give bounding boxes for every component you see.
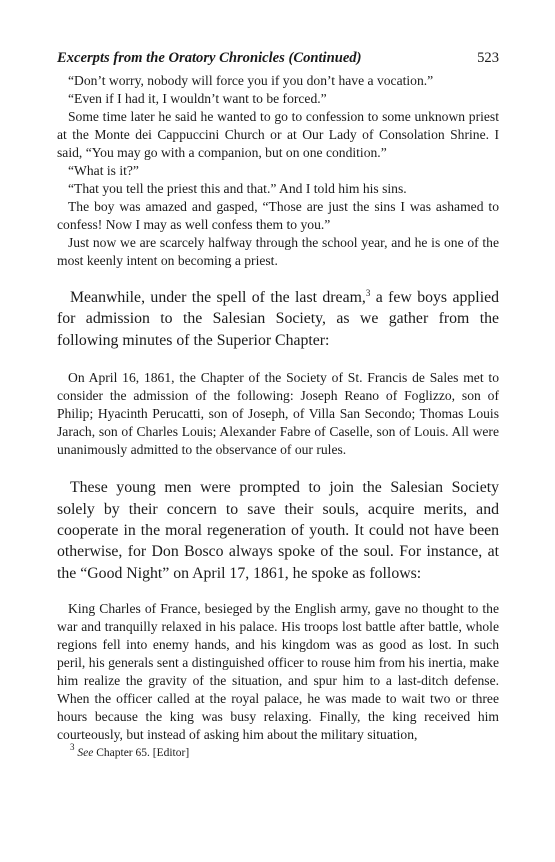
paragraph-meanwhile [57, 287, 499, 351]
chapter-minutes-quote [57, 369, 499, 459]
footnote-text: Chapter 65. [Editor] [93, 747, 190, 760]
dialogue-block [57, 72, 499, 270]
running-header [57, 50, 499, 72]
paragraph: “Even if I had it, I wouldn’t want to be forced.” [68, 91, 327, 106]
running-title: Excerpts from the Oratory Chronicles (Continued) [57, 50, 362, 66]
paragraph: “What is it?” [68, 163, 139, 178]
paragraph-text: a few boys applied for admission to the Salesian Society, as we gather from the following minutes of the Superior Chapter: [57, 289, 499, 349]
paragraph: “Don’t worry, nobody will force you if you don’t have a vocation.” [68, 73, 434, 88]
footnote [57, 742, 499, 761]
paragraph: King Charles of France, besieged by the English army, gave no thought to the war and tranquilly relaxed in his palace. His troops lost battle after battle, whole regions fell into enemy hands, and his kingdom was as good as lost. In such peril, his generals sent a distinguished officer to rouse him from his inertia, make him realize the gravity of the situation, and spur him to a last-ditch defense. When the officer called at the royal palace, he was made to wait two or three hours because the king was busy relaxing. Finally, the king received him courteously, but instead of asking him about the military situation, [57, 601, 499, 743]
page-number: 523 [477, 50, 499, 66]
narrative-block-2 [57, 477, 499, 584]
footnote-see: See [77, 747, 94, 760]
good-night-quote [57, 600, 499, 744]
footnote-reference: 3 [365, 288, 371, 298]
book-page [57, 50, 499, 761]
paragraph: The boy was amazed and gasped, “Those are just the sins I was ashamed to confess! Now I may as well confess them to you.” [57, 199, 499, 232]
narrative-block-1 [57, 287, 499, 351]
paragraph: Some time later he said he wanted to go to confession to some unknown priest at the Monte dei Cappuccini Church or at Our Lady of Consolation Shrine. I said, “You may go with a companion, but on one condition.” [57, 109, 499, 160]
paragraph: On April 16, 1861, the Chapter of the Society of St. Francis de Sales met to consider the admission of the following: Joseph Reano of Foglizzo, son of Philip; Hyacinth Perucatti, son of Joseph, of Villa San Secondo; Thomas Louis Jarach, son of Charles Louis; Alexander Fabre of Caselle, son of Louis. All were unanimously admitted to the observance of our rules. [57, 370, 499, 458]
paragraph: “That you tell the priest this and that.” And I told him his sins. [68, 181, 407, 196]
paragraph: These young men were prompted to join the Salesian Society solely by their concern to save their souls, acquire merits, and cooperate in the moral regeneration of youth. It could not have been otherwise, for Don Bosco always spoke of the soul. For instance, at the “Good Night” on April 17, 1861, he spoke as follows: [57, 479, 499, 582]
paragraph-text: Meanwhile, under the spell of the last dream, [70, 289, 366, 306]
footnote-mark: 3 [70, 742, 75, 753]
paragraph: Just now we are scarcely halfway through the school year, and he is one of the most keenly intent on becoming a priest. [57, 235, 499, 268]
